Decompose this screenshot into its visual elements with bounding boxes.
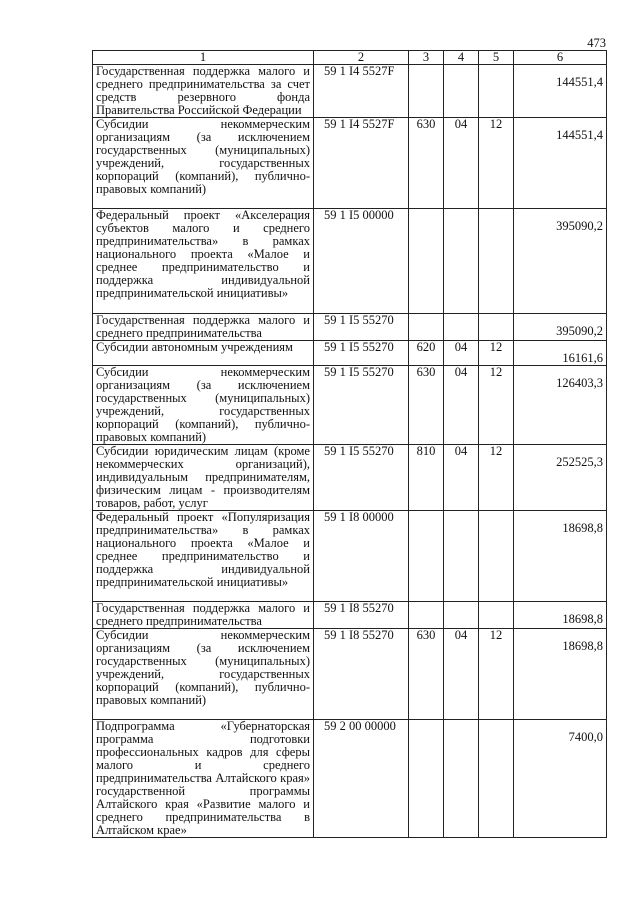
row-amount-text: 126403,3 (556, 376, 603, 390)
table-row (93, 629, 607, 720)
row-amount-text: 395090,2 (556, 219, 603, 233)
row-col3-text: 630 (416, 117, 436, 131)
row-col5-cell (479, 65, 514, 118)
row-amount-cell (514, 314, 607, 341)
row-col4-cell (444, 65, 479, 118)
row-col5-cell (479, 602, 514, 629)
row-name-cell: Государственная поддержка малого и среднего предпринимательства (93, 314, 314, 341)
column-header-5: 5 (479, 51, 514, 65)
row-code-text: 59 1 I5 00000 (324, 208, 394, 222)
row-code-text: 59 1 I5 55270 (324, 313, 394, 327)
row-name-cell: Субсидии автономным учреждениям (93, 341, 314, 366)
row-name-cell: Федеральный проект «Популяризация предпринимательства» в рамках национального проекта «Малое и среднее предпринимательство и поддержка индивидуальной предпринимательской инициативы» (93, 511, 314, 602)
row-col3-cell (409, 209, 444, 314)
row-col3-cell (409, 366, 444, 445)
row-col5-cell (479, 445, 514, 511)
row-code-text: 59 1 I5 55270 (324, 365, 394, 379)
row-amount-text: 7400,0 (568, 730, 603, 744)
row-name-cell: Федеральный проект «Акселерация субъектов малого и среднего предпринимательства» в рамках национального проекта «Малое и среднее предпринимательство и поддержка индивидуальной предпринимательской инициативы» (93, 209, 314, 314)
row-col5-text: 12 (489, 444, 503, 458)
row-amount-cell (514, 629, 607, 720)
row-code-cell (314, 366, 409, 445)
row-col5-text: 12 (489, 117, 503, 131)
row-amount-text: 18698,8 (562, 639, 603, 653)
row-col5-cell (479, 511, 514, 602)
row-name-cell: Субсидии некоммерческим организациям (за исключением государственных (муниципальных) учреждений, государственных корпораций (компаний), публично-правовых компаний) (93, 118, 314, 209)
row-code-cell (314, 602, 409, 629)
row-code-cell (314, 445, 409, 511)
row-amount-text: 18698,8 (562, 612, 603, 626)
row-amount-cell (514, 366, 607, 445)
row-name-cell: Субсидии некоммерческим организациям (за исключением государственных (муниципальных) учреждений, государственных корпораций (компаний), публично-правовых компаний) (93, 366, 314, 445)
row-col5-cell (479, 314, 514, 341)
row-col4-cell (444, 118, 479, 209)
table-row (93, 720, 607, 838)
row-amount-cell (514, 511, 607, 602)
row-col4-text: 04 (454, 340, 468, 354)
row-code-cell (314, 65, 409, 118)
row-code-cell (314, 209, 409, 314)
row-code-text: 59 1 I8 55270 (324, 628, 394, 642)
row-amount-cell (514, 720, 607, 838)
row-col4-cell (444, 445, 479, 511)
page-number: 473 (587, 36, 606, 50)
row-col3-cell (409, 511, 444, 602)
row-col5-text: 12 (489, 628, 503, 642)
row-col3-cell (409, 314, 444, 341)
row-name-cell: Подпрограмма «Губернаторская программа подготовки профессиональных кадров для сферы малого и среднего предпринимательства Алтайского края» государственной программы Алтайского края «Развитие малого и среднего предпринимательства в Алтайском крае» (93, 720, 314, 838)
row-code-cell (314, 314, 409, 341)
row-col5-cell (479, 209, 514, 314)
column-header-4: 4 (444, 51, 479, 65)
row-amount-text: 18698,8 (562, 521, 603, 535)
row-code-cell (314, 341, 409, 366)
row-col3-cell (409, 445, 444, 511)
row-code-cell (314, 720, 409, 838)
table-row (93, 366, 607, 445)
row-amount-text: 16161,6 (562, 351, 603, 365)
row-col4-cell (444, 629, 479, 720)
row-col3-cell (409, 341, 444, 366)
row-col4-text: 04 (454, 117, 468, 131)
table-header-row (93, 51, 607, 65)
row-amount-cell (514, 209, 607, 314)
table-row (93, 341, 607, 366)
column-header-6: 6 (514, 51, 607, 65)
table-row (93, 118, 607, 209)
row-col5-cell (479, 118, 514, 209)
row-col5-cell (479, 366, 514, 445)
row-col4-text: 04 (454, 628, 468, 642)
row-code-cell (314, 629, 409, 720)
row-col3-cell (409, 720, 444, 838)
row-code-text: 59 2 00 00000 (324, 719, 396, 733)
row-col3-cell (409, 65, 444, 118)
row-name-cell: Государственная поддержка малого и среднего предпринимательства за счет средств резервного фонда Правительства Российской Федерации (93, 65, 314, 118)
row-code-text: 59 1 I5 55270 (324, 340, 394, 354)
table-row (93, 209, 607, 314)
table-row (93, 314, 607, 341)
row-col4-text: 04 (454, 444, 468, 458)
row-col4-cell (444, 511, 479, 602)
row-col4-cell (444, 720, 479, 838)
row-amount-cell (514, 118, 607, 209)
row-col3-cell (409, 602, 444, 629)
row-amount-cell (514, 602, 607, 629)
row-col4-cell (444, 341, 479, 366)
row-col3-cell (409, 118, 444, 209)
table-row (93, 511, 607, 602)
row-col5-cell (479, 629, 514, 720)
row-amount-cell (514, 65, 607, 118)
row-col3-text: 810 (416, 444, 436, 458)
row-col5-text: 12 (489, 365, 503, 379)
row-col4-cell (444, 314, 479, 341)
row-name-cell: Государственная поддержка малого и среднего предпринимательства (93, 602, 314, 629)
row-col5-cell (479, 341, 514, 366)
column-header-2: 2 (314, 51, 409, 65)
row-amount-text: 252525,3 (556, 455, 603, 469)
row-amount-text: 144551,4 (556, 75, 603, 89)
row-col5-cell (479, 720, 514, 838)
row-amount-cell (514, 445, 607, 511)
row-col4-cell (444, 602, 479, 629)
row-code-text: 59 1 I8 00000 (324, 510, 394, 524)
row-name-cell: Субсидии юридическим лицам (кроме некоммерческих организаций), индивидуальным предпринимателям, физическим лицам - производителям товаров, работ, услуг (93, 445, 314, 511)
row-code-text: 59 1 I8 55270 (324, 601, 394, 615)
row-code-text: 59 1 I4 5527F (324, 117, 395, 131)
row-amount-cell (514, 341, 607, 366)
row-col3-text: 620 (416, 340, 436, 354)
row-col3-cell (409, 629, 444, 720)
row-col4-text: 04 (454, 365, 468, 379)
row-col3-text: 630 (416, 365, 436, 379)
row-code-cell (314, 118, 409, 209)
row-code-text: 59 1 I4 5527F (324, 64, 395, 78)
row-code-text: 59 1 I5 55270 (324, 444, 394, 458)
row-col4-cell (444, 366, 479, 445)
table-row (93, 65, 607, 118)
row-col3-text: 630 (416, 628, 436, 642)
row-name-cell: Субсидии некоммерческим организациям (за исключением государственных (муниципальных) учреждений, государственных корпораций (компаний), публично-правовых компаний) (93, 629, 314, 720)
row-col5-text: 12 (489, 340, 503, 354)
row-col4-cell (444, 209, 479, 314)
column-header-3: 3 (409, 51, 444, 65)
table-row (93, 602, 607, 629)
row-amount-text: 144551,4 (556, 128, 603, 142)
budget-table (92, 50, 607, 838)
row-code-cell (314, 511, 409, 602)
table-row (93, 445, 607, 511)
column-header-1: 1 (93, 51, 314, 65)
row-amount-text: 395090,2 (556, 324, 603, 338)
